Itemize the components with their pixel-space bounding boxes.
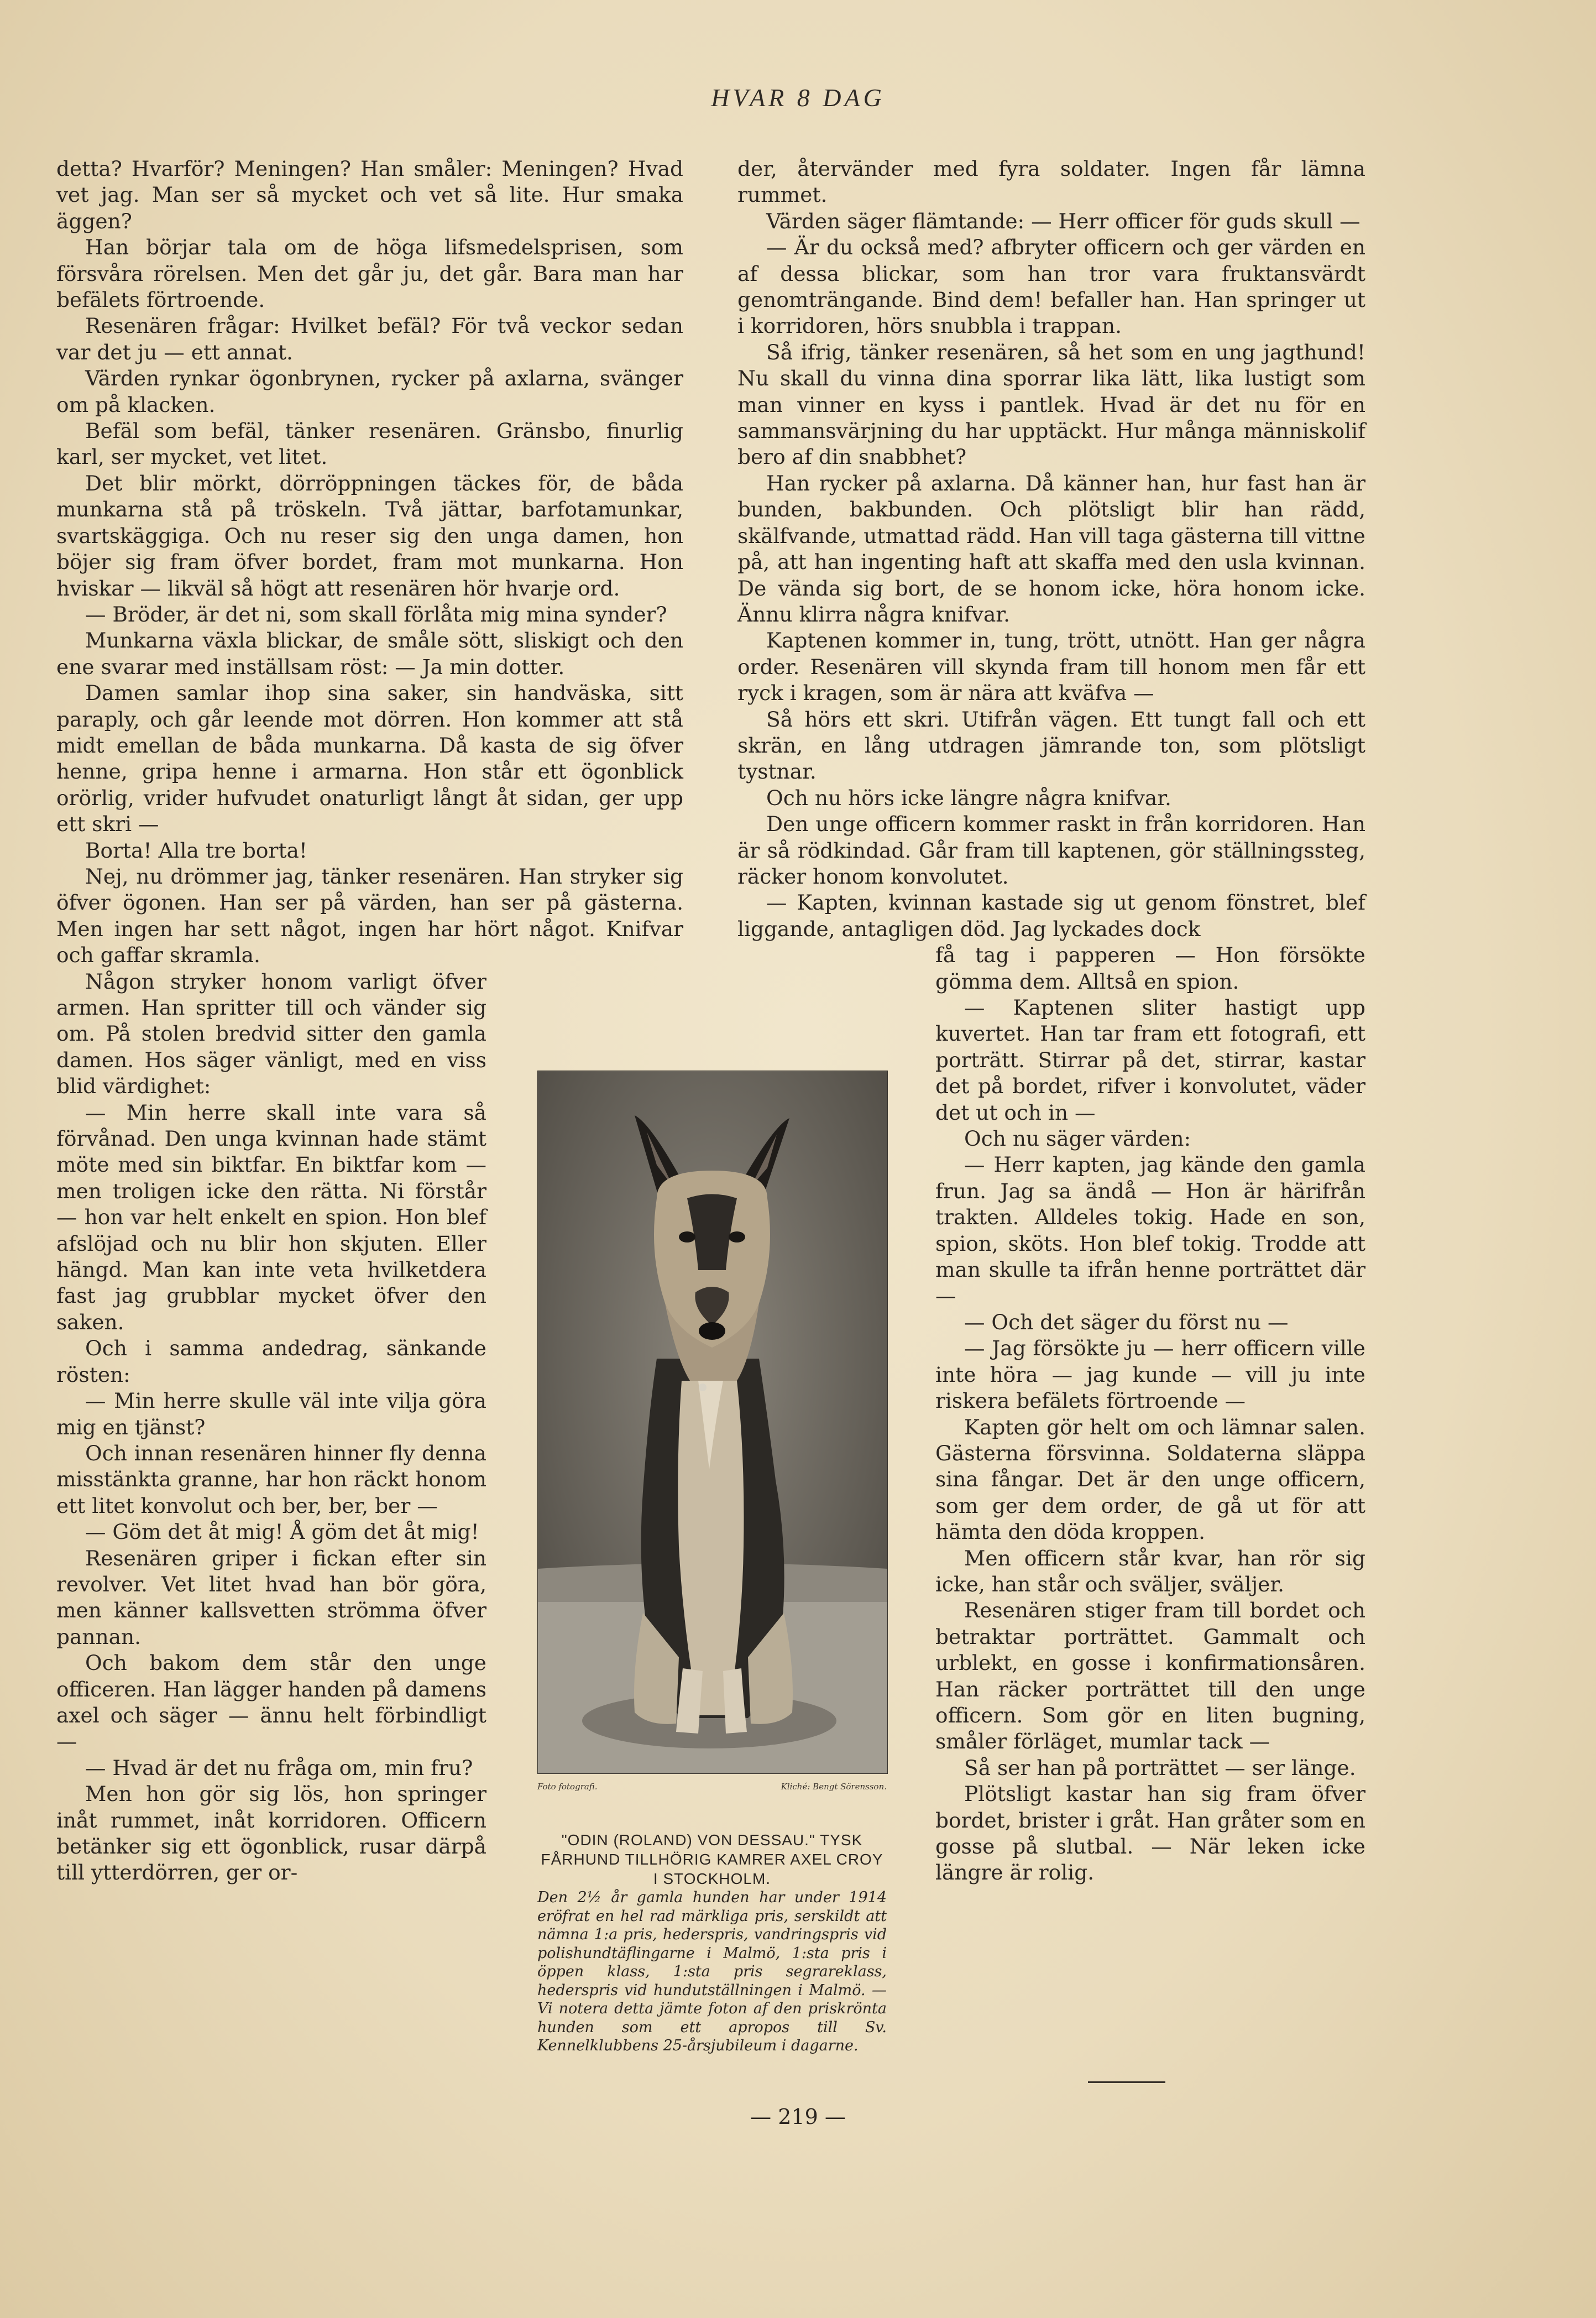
- paragraph: — Herr kapten, jag kände den gamla frun. Jag sa ändå — Hon är härifrån trakten. Alldeles tokig. Hade en son, spion, sköts. Hon blef tokig. Trodde att man skulle ta ifrån henne porträttet där —: [935, 1152, 1365, 1308]
- paragraph: — Bröder, är det ni, som skall förlåta mig mina synder?: [85, 602, 667, 627]
- paragraph: Kapten gör helt om och lämnar salen. Gästerna försvinna. Soldaterna släppa sina fångar. Det är den unge officern, som ger dem order, de gå ut för att hämta den döda kroppen.: [935, 1414, 1365, 1544]
- end-rule: [1088, 2081, 1165, 2083]
- paragraph: Plötsligt kastar han sig fram öfver bordet, brister i gråt. Han gråter som en gosse på slutbal. — När leken icke längre är rolig.: [935, 1782, 1365, 1885]
- cliche-credit: Kliché: Bengt Sörensson.: [781, 1782, 887, 1792]
- paragraph: Resenären griper i fickan efter sin revolver. Vet litet hvad han bör göra, men känner kallsvetten strömma öfver pannan.: [56, 1546, 486, 1649]
- paragraph: Så ifrig, tänker resenären, så het som en ung jagthund! Nu skall du vinna dina sporrar lika lätt, lika lustigt som man vinner en kyss i pantlek. Hvad är det nu för en sammansvärjning du har upptäckt. Hur många människolif bero af din snabbhet?: [737, 340, 1365, 469]
- paragraph: Och i samma andedrag, sänkande rösten:: [56, 1336, 486, 1387]
- paragraph: Det blir mörkt, dörröppningen täckes för, de båda munkarna stå på tröskeln. Två jättar, barfotamunkar, svartskäggiga. Och nu reser sig den unga damen, hon böjer sig fram öfver bordet, fram mot munkarna. Hon hviskar — likväl så högt att resenären hör hvarje ord.: [56, 471, 683, 601]
- paragraph: Den unge officern kommer raskt in från korridoren. Han är så rödkindad. Går fram till kaptenen, gör ställningssteg, räcker honom konvolutet.: [737, 812, 1365, 889]
- paragraph: Men hon gör sig lös, hon springer inåt rummet, inåt korridoren. Officern betänker sig ett ögonblick, rusar därpå till ytterdörren, ger or-: [56, 1782, 486, 1885]
- paragraph: Munkarna växla blickar, de småle sött, sliskigt och den ene svarar med inställsam röst: — Ja min dotter.: [56, 628, 683, 679]
- paragraph: Så hörs ett skri. Utifrån vägen. Ett tungt fall och ett skrän, en lång utdragen jämrande ton, som plötsligt tystnar.: [737, 707, 1365, 784]
- paragraph: Borta! Alla tre borta!: [85, 838, 307, 863]
- right-full-width-text: [737, 156, 1365, 942]
- right-narrow-text: [935, 942, 1365, 1886]
- paragraph: — Och det säger du först nu —: [964, 1309, 1289, 1334]
- german-shepherd-dog-illustration: [538, 1071, 887, 1773]
- caption-title: "ODIN (ROLAND) VON DESSAU." TYSK FÅRHUND TILLHÖRIG KAMRER AXEL CROY I STOCKHOLM.: [541, 1831, 883, 1887]
- paragraph: Så ser han på porträttet — ser länge.: [964, 1755, 1356, 1780]
- paragraph: Han rycker på axlarna. Då känner han, hur fast han är bunden, bakbunden. Och plötsligt blir han rädd, skälfvande, utmattad rädd. Han vill taga gästerna till vittne på, att han ingenting haft att skaffa med den usla kvinnan. De vända sig bort, de se honom icke, höra honom icke. Ännu klirra några knifvar.: [737, 471, 1365, 627]
- left-full-width-text: [56, 156, 683, 969]
- paragraph: Nej, nu drömmer jag, tänker resenären. Han stryker sig öfver ögonen. Han ser på värden, han ser på gästerna. Men ingen har sett något, ingen har hört något. Knifvar och gaffar skramla.: [56, 864, 683, 968]
- paragraph: Någon stryker honom varligt öfver armen. Han spritter till och vänder sig om. På stolen bredvid sitter den gamla damen. Hos säger vänligt, med en viss blid värdighet:: [56, 969, 486, 1099]
- paragraph: — Är du också med? afbryter officern och ger värden en af dessa blickar, som han tror vara fruktansvärdt genomträngande. Bind dem! befaller han. Han springer ut i korridoren, hörs snubbla i trappan.: [737, 235, 1365, 338]
- photo-credits: [537, 1782, 887, 1792]
- paragraph: Värden rynkar ögonbrynen, rycker på axlarna, svänger om på klacken.: [56, 366, 683, 417]
- paragraph: få tag i papperen — Hon försökte gömma dem. Alltså en spion.: [935, 943, 1365, 994]
- photo-caption: [537, 1830, 887, 2055]
- paragraph: detta? Hvarför? Meningen? Han småler: Meningen? Hvad vet jag. Man ser så mycket och vet så lite. Hur smaka äggen?: [56, 156, 683, 233]
- dog-photo-block: [537, 1071, 887, 1792]
- paragraph: — Göm det åt mig! Å göm det åt mig!: [85, 1520, 479, 1544]
- paragraph: Och nu hörs icke längre några knifvar.: [766, 785, 1171, 810]
- paragraph: Resenären frågar: Hvilket befäl? För två veckor sedan var det ju — ett annat.: [56, 314, 683, 364]
- paragraph: — Kapten, kvinnan kastade sig ut genom fönstret, blef liggande, antagligen död. Jag lyckades dock: [737, 890, 1365, 941]
- paragraph: — Hvad är det nu fråga om, min fru?: [85, 1755, 473, 1780]
- paragraph: — Jag försökte ju — herr officern ville inte höra — jag kunde — vill ju inte riskera befälets förtroende —: [935, 1336, 1365, 1413]
- paragraph: Men officern står kvar, han rör sig icke, han står och sväljer, sväljer.: [935, 1546, 1365, 1596]
- paragraph: Damen samlar ihop sina saker, sin handväska, sitt paraply, och går leende mot dörren. Hon kommer att stå midt emellan de båda munkarna. Då kasta de sig öfver henne, gripa henne i armarna. Hon står ett ögonblick orörlig, vrider hufvudet onaturligt långt åt sidan, ger upp ett skri —: [56, 681, 683, 837]
- paragraph: Befäl som befäl, tänker resenären. Gränsbo, finurlig karl, ser mycket, vet litet.: [56, 419, 683, 469]
- paragraph: der, återvänder med fyra soldater. Ingen får lämna rummet.: [737, 156, 1365, 207]
- paragraph: Resenären stiger fram till bordet och betraktar porträttet. Gammalt och urblekt, en gosse i konfirmationsåren. Han räcker porträttet till den unge officern. Som gör en liten bugning, småler förläget, mumlar tack —: [935, 1598, 1365, 1754]
- photographer-credit: Foto fotografi.: [537, 1782, 598, 1792]
- left-narrow-text: [56, 969, 486, 1886]
- paragraph: Och innan resenären hinner fly denna misstänkta granne, har hon räckt honom ett litet konvolut och ber, ber, ber —: [56, 1440, 486, 1518]
- page-number: — 219 —: [750, 2105, 846, 2129]
- paragraph: — Min herre skulle väl inte vilja göra mig en tjänst?: [56, 1388, 486, 1439]
- paragraph: Och nu säger värden:: [964, 1126, 1191, 1151]
- paragraph: Värden säger flämtande: — Herr officer för guds skull —: [766, 208, 1360, 233]
- paragraph: Och bakom dem står den unge officeren. Han lägger handen på damens axel och säger — ännu helt förbindligt —: [56, 1651, 486, 1754]
- paragraph: — Min herre skall inte vara så förvånad. Den unga kvinnan hade stämt möte med sin biktfar. En biktfar kom — men troligen icke den rätta. Ni förstår — hon var helt enkelt en spion. Hon blef afslöjad och nu blir hon skjuten. Eller hängd. Man kan inte veta hvilketdera fast jag grubblar mycket öfver den saken.: [56, 1100, 486, 1334]
- running-header: HVAR 8 DAG: [711, 83, 885, 112]
- paragraph: — Kaptenen sliter hastigt upp kuvertet. Han tar fram ett fotografi, ett porträtt. Stirrar på det, stirrar, kastar det på bordet, rifver i konvolutet, väder det ut och in —: [935, 995, 1365, 1125]
- paragraph: Han börjar tala om de höga lifsmedelsprisen, som försvåra rörelsen. Men det går ju, det går. Bara man har befälets förtroende.: [56, 235, 683, 312]
- dog-photograph: [537, 1071, 888, 1774]
- caption-body: Den 2½ år gamla hunden har under 1914 eröfrat en hel rad märkliga pris, serskildt att nämna 1:a pris, hederspris, vandringspris vid polishundtäflingarne i Malmö, 1:sta pris i öppen klass, 1:sta pris segrareklass, hederspris vid hundutställningen i Malmö. — Vi notera detta jämte foton af den priskrönta hunden som ett apropos till Sv. Kennelklubbens 25-årsjubileum i dagarne.: [537, 1889, 887, 2054]
- paragraph: Kaptenen kommer in, tung, trött, utnött. Han ger några order. Resenären vill skynda fram till honom men får ett ryck i kragen, som är nära att kväfva —: [737, 628, 1365, 706]
